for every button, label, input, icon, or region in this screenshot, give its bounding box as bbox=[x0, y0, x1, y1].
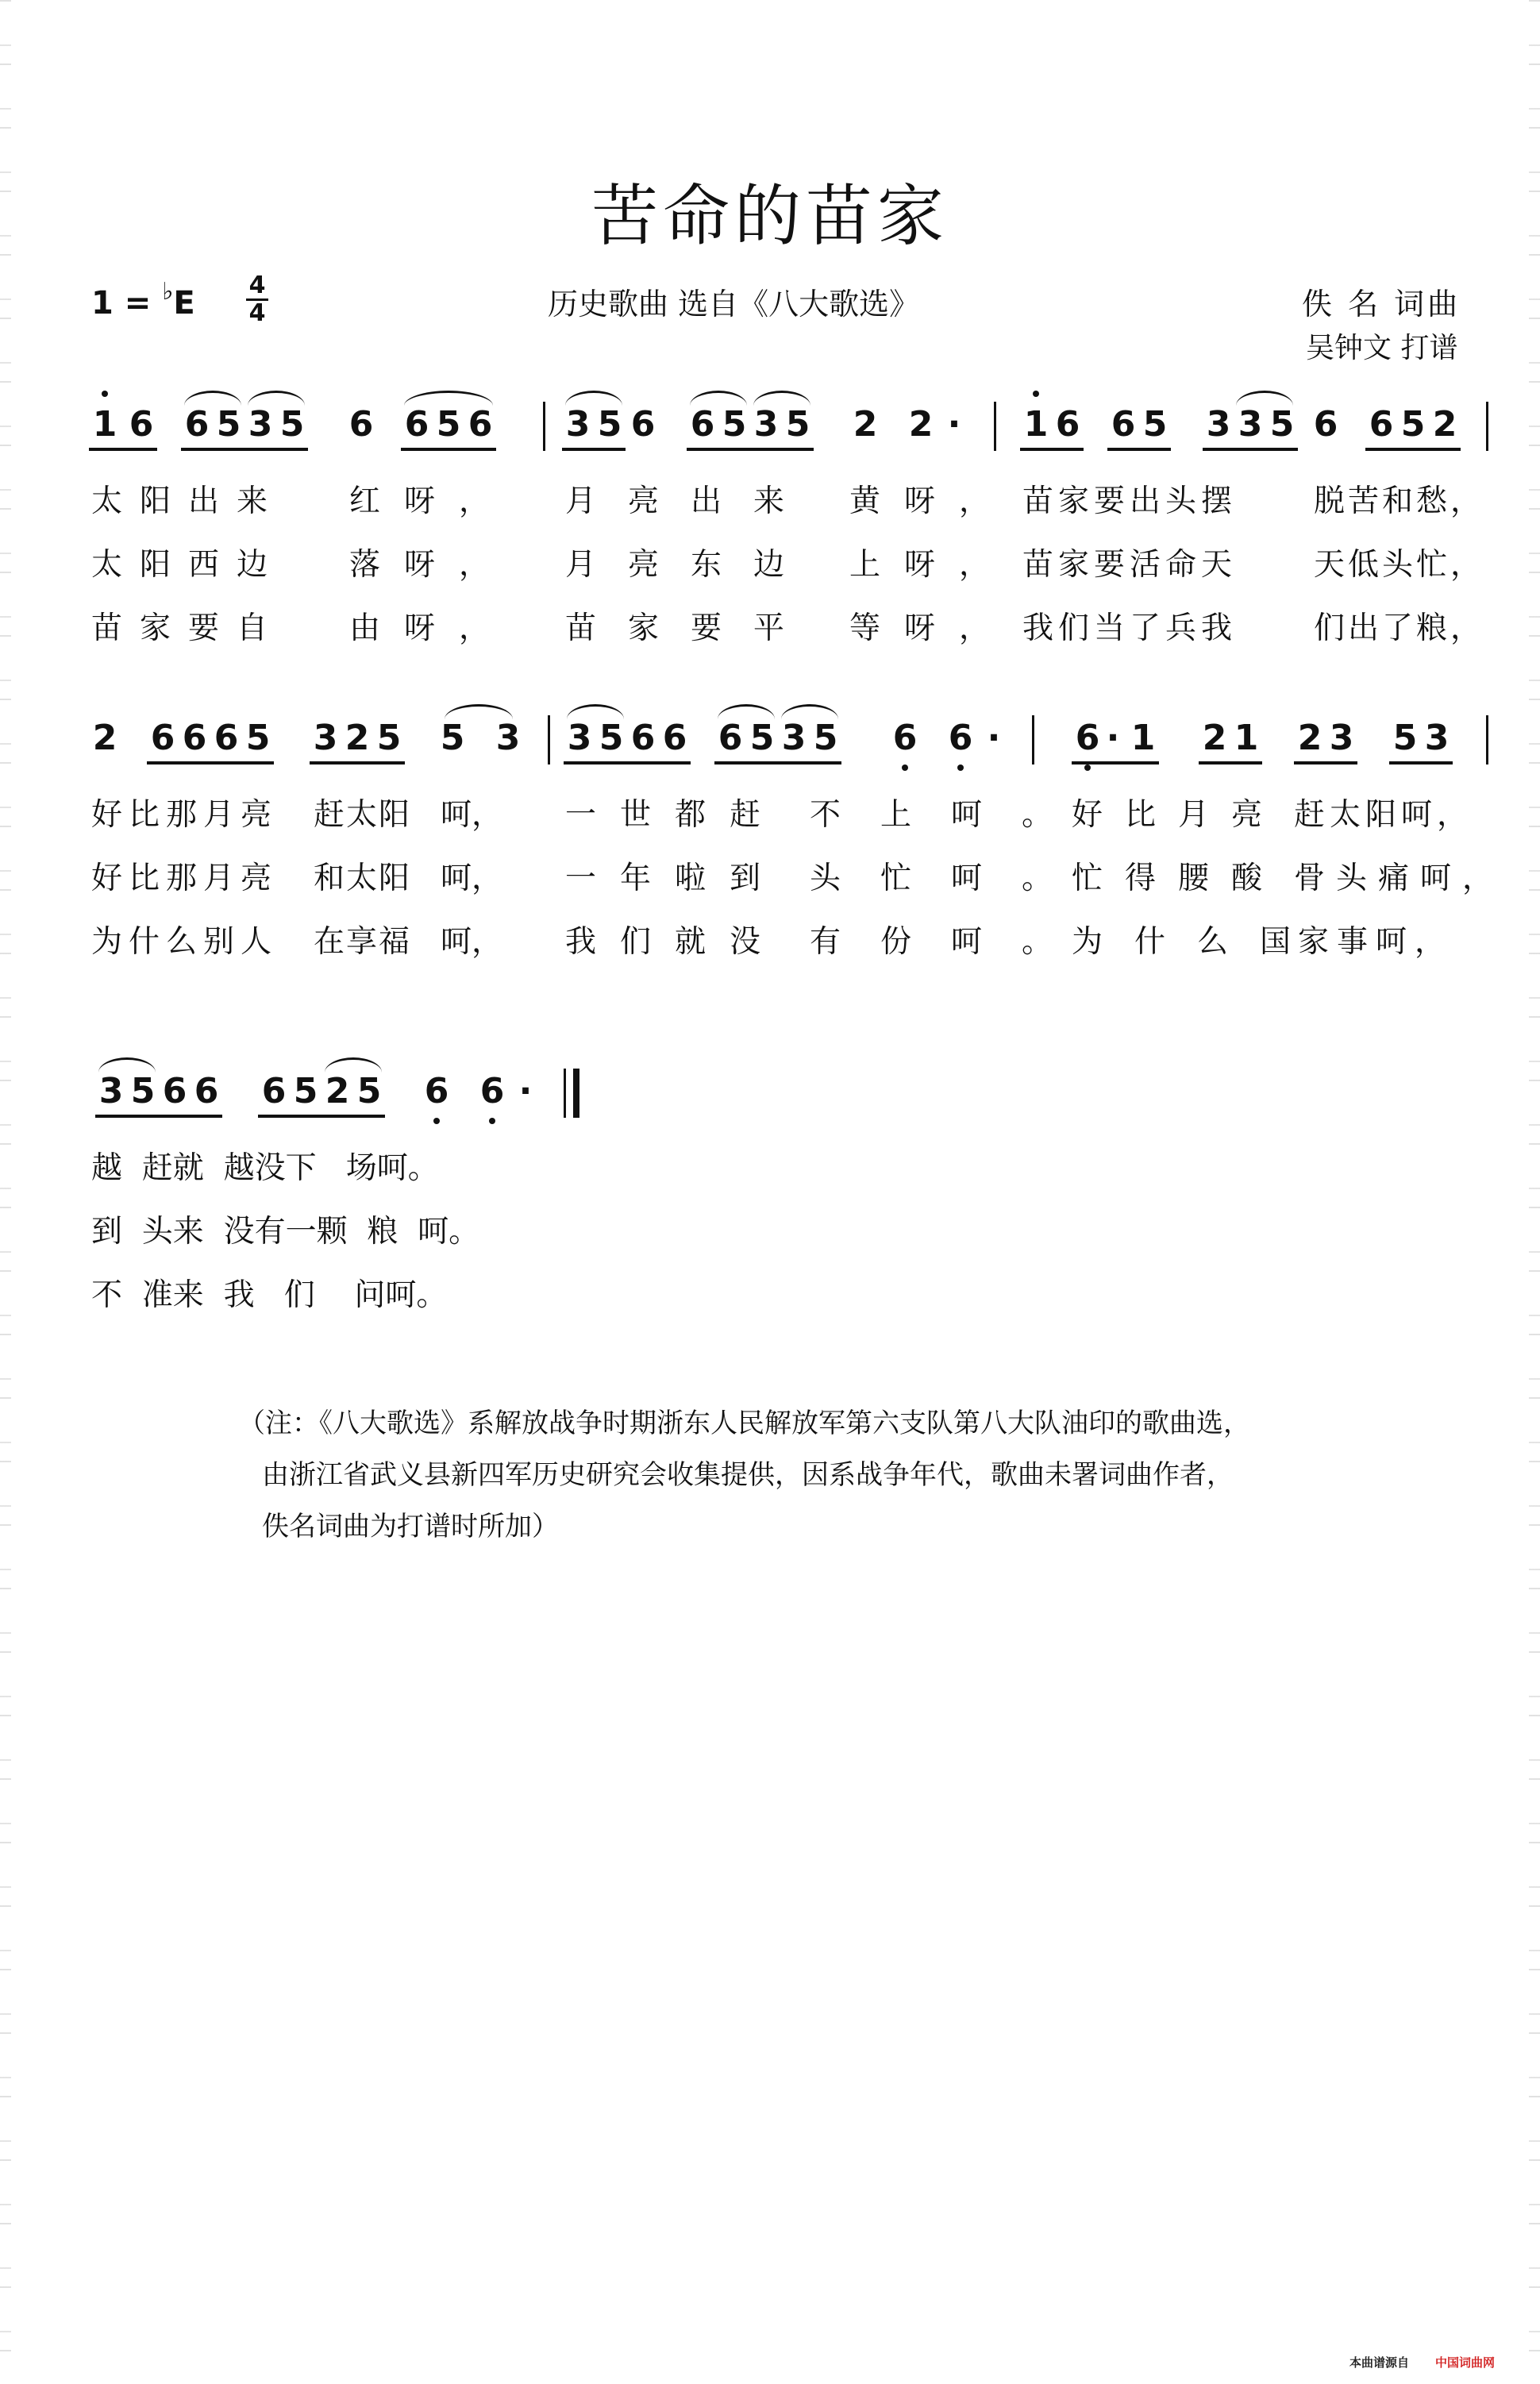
note: 6 bbox=[184, 404, 210, 445]
underline bbox=[564, 761, 691, 764]
underline bbox=[95, 1115, 222, 1118]
note: 5 bbox=[216, 404, 241, 445]
key-note: E bbox=[173, 285, 195, 322]
slur bbox=[248, 391, 305, 406]
note: 3 bbox=[753, 404, 779, 445]
note: 6 bbox=[1313, 404, 1338, 445]
note: 1 bbox=[1234, 718, 1259, 758]
underline bbox=[1072, 761, 1159, 764]
note: 3 bbox=[1206, 404, 1231, 445]
underline bbox=[1389, 761, 1453, 764]
slur bbox=[404, 391, 493, 406]
note: 3 bbox=[565, 404, 591, 445]
note: 1 bbox=[1020, 405, 1052, 445]
underline bbox=[258, 1115, 385, 1118]
underline bbox=[687, 448, 814, 451]
time-signature-top: 4 bbox=[248, 272, 266, 299]
time-signature-bottom: 4 bbox=[248, 299, 266, 327]
note: 1 bbox=[1130, 718, 1156, 758]
note: 3 bbox=[567, 718, 592, 758]
slur bbox=[325, 1057, 382, 1073]
note: 5 bbox=[279, 404, 305, 445]
note: 3 bbox=[98, 1071, 124, 1111]
note: 3 bbox=[781, 718, 807, 758]
lyric-line: 为什么别人 在享福 呵， 我们就没 有份呵。 为什么国 家事呵， bbox=[91, 924, 1454, 960]
note: 6 bbox=[162, 1071, 187, 1111]
final-barline-thick bbox=[573, 1069, 579, 1118]
score-row-2 bbox=[0, 718, 1540, 766]
note: 3 bbox=[313, 718, 338, 758]
note: 3 bbox=[248, 404, 273, 445]
note: · bbox=[947, 404, 961, 445]
note: 6 bbox=[1369, 404, 1394, 445]
lyric-line: 太阳出来 红呀， 月亮出来 黄呀， 苗家要出头摆 脱苦和愁， bbox=[91, 483, 1485, 519]
note: 2 bbox=[908, 404, 934, 445]
note: 6 bbox=[129, 404, 154, 445]
note: 5 bbox=[1269, 404, 1295, 445]
underline bbox=[562, 448, 626, 451]
slur bbox=[690, 391, 747, 406]
underline bbox=[401, 448, 496, 451]
underline bbox=[1294, 761, 1357, 764]
note: 6 bbox=[150, 718, 175, 758]
note: 5 bbox=[436, 404, 461, 445]
note: 6 bbox=[194, 1071, 219, 1111]
note: 5 bbox=[245, 718, 271, 758]
slur bbox=[753, 391, 810, 406]
lyric-line: 太阳西边 落呀， 月亮东边 上呀， 苗家要活命天 天低头忙， bbox=[91, 547, 1485, 583]
lyric-line: 到 头来 没有一颗 粮 呵。 bbox=[91, 1214, 480, 1250]
underline bbox=[1107, 448, 1171, 451]
note: 6 bbox=[662, 718, 687, 758]
underline bbox=[714, 761, 841, 764]
key-prefix: 1 = bbox=[91, 285, 152, 322]
subtitle: 历史歌曲 选自《八大歌选》 bbox=[548, 287, 920, 322]
underline bbox=[89, 448, 157, 451]
transcriber-credit: 吴钟文 打谱 bbox=[1306, 332, 1458, 364]
lyric-line: 苗家要自 由呀， 苗家要平 等呀， 我们当了兵我 们出了粮， bbox=[91, 610, 1485, 646]
lyric-line: 越 赶就 越没下 场呵。 bbox=[91, 1150, 439, 1186]
underline bbox=[1365, 448, 1461, 451]
note: 2 bbox=[853, 404, 878, 445]
note: 6 bbox=[889, 718, 921, 758]
underline bbox=[1020, 448, 1084, 451]
note: 6 bbox=[404, 404, 429, 445]
note: 2 bbox=[92, 718, 117, 758]
note: 6 bbox=[690, 404, 715, 445]
note: 3 bbox=[1424, 718, 1450, 758]
left-margin-strip bbox=[0, 0, 11, 2384]
note: 5 bbox=[1392, 718, 1418, 758]
note: 5 bbox=[293, 1071, 318, 1111]
underline bbox=[1203, 448, 1298, 451]
underline bbox=[1199, 761, 1262, 764]
slur bbox=[781, 704, 838, 719]
note: 5 bbox=[376, 718, 402, 758]
note: 6 bbox=[421, 1072, 452, 1111]
footer-site-link[interactable]: 中国词曲网 bbox=[1435, 2355, 1496, 2370]
note: 5 bbox=[722, 404, 747, 445]
note: 6 bbox=[182, 718, 207, 758]
note: 6 bbox=[1072, 718, 1103, 758]
underline bbox=[310, 761, 405, 764]
barline bbox=[548, 715, 550, 764]
note-line-1: （注：《八大歌选》系解放战争时期浙东人民解放军第六支队第八大队油印的歌曲选， bbox=[238, 1408, 1250, 1439]
score-row-3 bbox=[0, 1072, 1540, 1119]
composer-credit: 佚 名 词曲 bbox=[1302, 287, 1461, 322]
key-signature bbox=[91, 278, 195, 322]
note: · bbox=[987, 718, 1001, 758]
note-line-2: 由浙江省武义县新四军历史研究会收集提供，因系战争年代，歌曲未署词曲作者， bbox=[262, 1459, 1234, 1491]
lyric-line: 不 准来 我 们 问呵。 bbox=[91, 1277, 448, 1313]
note: · bbox=[518, 1071, 533, 1111]
note: 6 bbox=[214, 718, 239, 758]
note: 6 bbox=[630, 718, 656, 758]
note: 6 bbox=[630, 404, 656, 445]
slur bbox=[565, 391, 622, 406]
lyric-line: 好比那月亮 赶太阳 呵， 一世都赶 不上呵。 好比月亮 赶太阳呵， bbox=[91, 797, 1473, 833]
note: 2 bbox=[1432, 404, 1457, 445]
note: 5 bbox=[1142, 404, 1168, 445]
lyric-line: 好比那月亮 和太阳 呵， 一年啦到 头忙呵。 忙得腰酸 骨头痛呵， bbox=[91, 861, 1505, 896]
note-line-3: 佚名词曲为打谱时所加） bbox=[262, 1511, 559, 1542]
note: 2 bbox=[1202, 718, 1227, 758]
note: 6 bbox=[945, 718, 976, 758]
note: 3 bbox=[495, 718, 521, 758]
note: 2 bbox=[1297, 718, 1322, 758]
barline bbox=[994, 402, 996, 451]
slur bbox=[567, 704, 624, 719]
note: 6 bbox=[1055, 404, 1080, 445]
note: 5 bbox=[785, 404, 810, 445]
slur bbox=[184, 391, 241, 406]
barline bbox=[1486, 715, 1488, 764]
note: 1 bbox=[89, 405, 121, 445]
note: 5 bbox=[749, 718, 775, 758]
barline bbox=[1032, 715, 1034, 764]
note: 6 bbox=[348, 404, 374, 445]
footer-source-label: 本曲谱源自 bbox=[1349, 2355, 1410, 2370]
barline bbox=[1486, 402, 1488, 451]
note: 3 bbox=[1329, 718, 1354, 758]
slur bbox=[1236, 391, 1293, 406]
note: 2 bbox=[345, 718, 370, 758]
note: 5 bbox=[440, 718, 465, 758]
note: 5 bbox=[1400, 404, 1426, 445]
underline bbox=[181, 448, 308, 451]
right-margin-strip bbox=[1529, 0, 1540, 2384]
score-row-1 bbox=[0, 405, 1540, 453]
barline bbox=[543, 402, 545, 451]
slur bbox=[445, 704, 513, 719]
note: 5 bbox=[356, 1071, 382, 1111]
note: 6 bbox=[468, 404, 493, 445]
note: 5 bbox=[813, 718, 838, 758]
slur bbox=[718, 704, 775, 719]
song-title: 苦命的苗家 bbox=[591, 177, 949, 255]
note: 5 bbox=[597, 404, 622, 445]
note: 6 bbox=[261, 1071, 287, 1111]
note: 5 bbox=[130, 1071, 156, 1111]
note: · bbox=[1106, 718, 1120, 758]
note: 6 bbox=[718, 718, 743, 758]
note: 6 bbox=[476, 1072, 508, 1111]
time-signature bbox=[246, 274, 268, 325]
note: 2 bbox=[325, 1071, 350, 1111]
flat-symbol: ♭ bbox=[162, 278, 174, 306]
slur bbox=[98, 1057, 156, 1073]
final-barline bbox=[564, 1069, 566, 1118]
note: 6 bbox=[1111, 404, 1136, 445]
note: 5 bbox=[599, 718, 624, 758]
underline bbox=[147, 761, 274, 764]
note: 3 bbox=[1238, 404, 1263, 445]
